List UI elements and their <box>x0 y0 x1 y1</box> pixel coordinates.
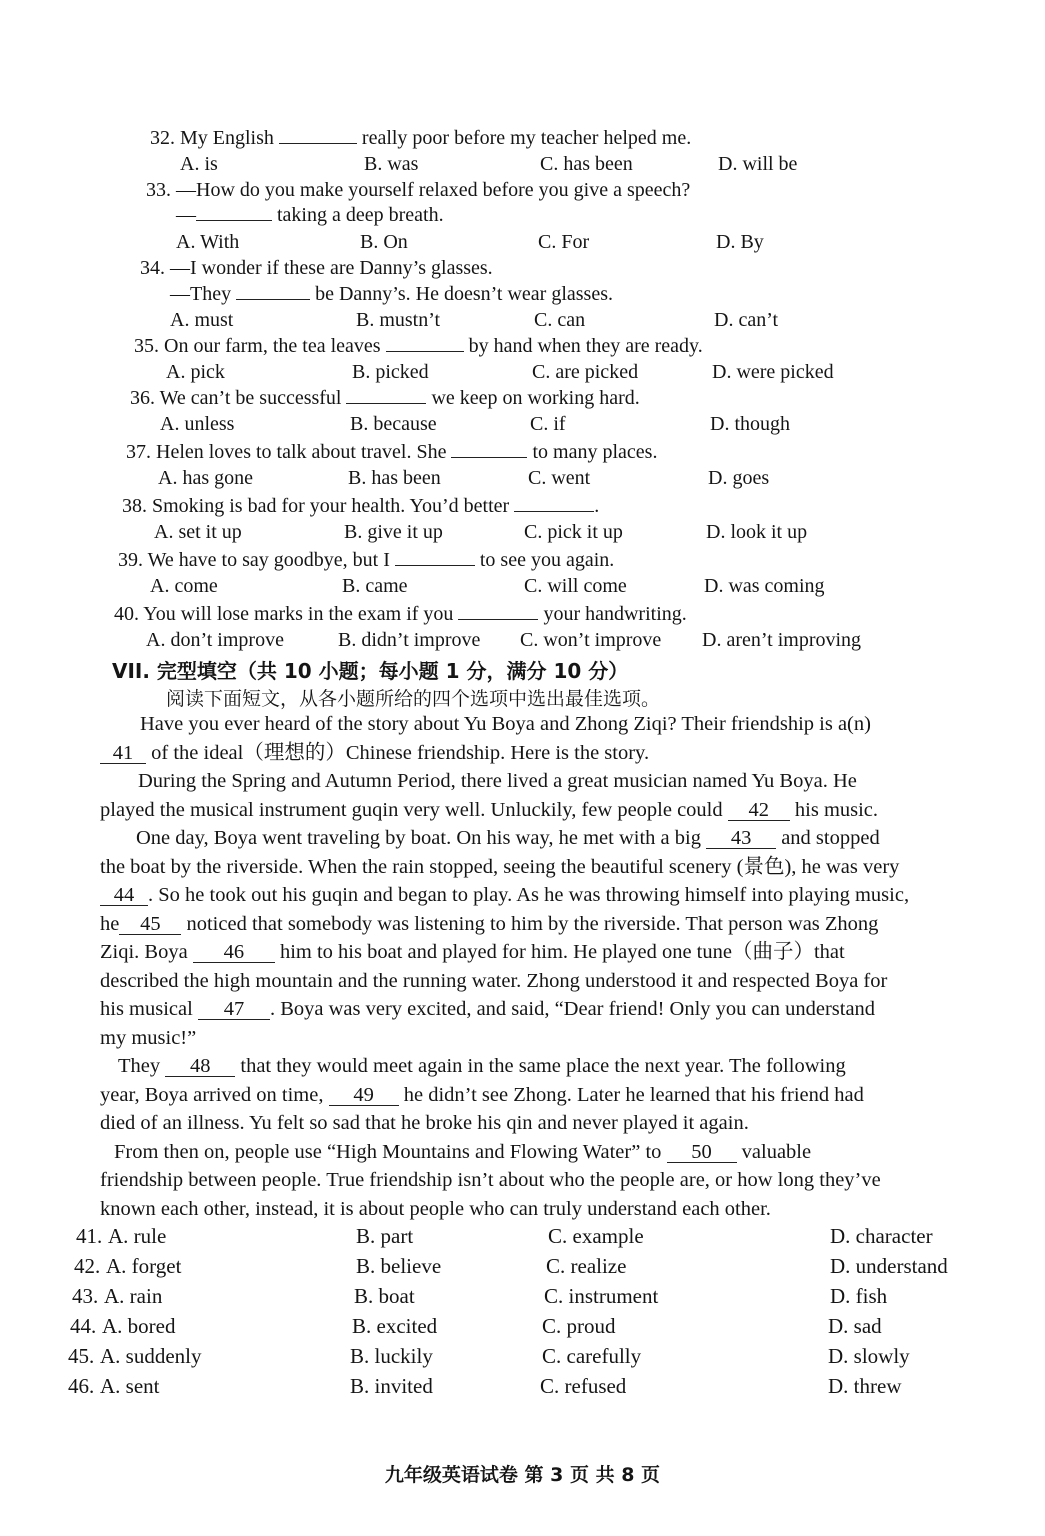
option-d: D. fish <box>830 1284 888 1308</box>
question-40 <box>114 602 687 626</box>
option-d: D. aren’t improving <box>702 629 862 651</box>
cloze-blank-50: 50 <box>667 1142 737 1163</box>
option-c: C. went <box>528 467 591 489</box>
cloze-blank-47: 47 <box>198 999 270 1020</box>
passage-line <box>100 1052 976 1081</box>
passage-text: described the high mountain and the running water. Zhong understood it and respected Boya for <box>100 969 888 992</box>
passage-line <box>100 1166 976 1195</box>
option-b: B. give it up <box>344 521 443 543</box>
option-d: D. character <box>830 1224 933 1248</box>
options-38 <box>154 520 834 544</box>
page-footer: 九年级英语试卷 第 3 页 共 8 页 <box>384 1464 661 1486</box>
question-text: to many places. <box>532 441 658 463</box>
options-36 <box>160 412 820 436</box>
question-text: Helen loves to talk about travel. She <box>156 441 447 463</box>
passage-text: his music. <box>794 798 879 821</box>
choice-number: 44. <box>70 1314 97 1338</box>
question-text: —How do you make yourself relaxed before you give a speech? <box>176 179 691 201</box>
passage-text: Ziqi. Boya <box>100 941 188 963</box>
passage-text: played the musical instrument guqin very well. Unluckily, few people could <box>100 798 723 821</box>
cloze-blank-41: 41 <box>100 743 146 764</box>
question-33 <box>146 178 690 202</box>
passage-line <box>100 1195 976 1224</box>
cloze-blank-42: 42 <box>728 800 790 821</box>
cloze-blank-48: 48 <box>165 1056 235 1077</box>
question-34-line2 <box>170 282 613 306</box>
option-b: B. because <box>350 413 437 435</box>
option-a: A. don’t improve <box>146 629 284 651</box>
passage-text: During the Spring and Autumn Period, there lived a great musician named Yu Boya. He <box>138 770 857 792</box>
passage-text: that they would meet again in the same place the next year. The following <box>240 1055 846 1077</box>
option-b: B. was <box>364 153 419 175</box>
choice-number: 43. <box>72 1284 99 1308</box>
dash: — <box>176 204 196 226</box>
passage-text: From then on, people use “High Mountains and Flowing Water” to <box>114 1140 662 1163</box>
question-34 <box>140 256 493 280</box>
options-33 <box>176 230 816 254</box>
passage-text: year, Boya arrived on time, <box>100 1083 324 1106</box>
option-d: D. look it up <box>706 521 808 543</box>
option-d: D. By <box>716 231 764 253</box>
option-b: B. picked <box>352 361 429 383</box>
option-d: D. can’t <box>714 309 779 331</box>
question-text: by hand when they are ready. <box>468 335 703 357</box>
passage-line <box>100 853 976 882</box>
option-d: D. though <box>710 413 790 435</box>
option-a: A. suddenly <box>100 1344 202 1368</box>
passage-text: . Boya was very excited, and said, “Dear friend! Only you can understand <box>269 998 876 1020</box>
passage-text: of the ideal（理想的）Chinese friendship. Here is the story. <box>151 741 650 764</box>
question-number: 34. <box>140 257 165 279</box>
options-40 <box>146 628 886 652</box>
question-number: 37. <box>126 441 151 463</box>
choice-number: 45. <box>68 1344 95 1368</box>
passage-text: the boat by the riverside. When the rain stopped, seeing the beautiful scenery (景色), he was very <box>100 855 900 878</box>
passage-text: friendship between people. True friendship isn’t about who the people are, or how long they’ve <box>100 1169 881 1191</box>
options-39 <box>150 574 850 598</box>
cloze-blank-43: 43 <box>706 828 776 849</box>
question-number: 40. <box>114 603 139 625</box>
question-text: be Danny’s. He doesn’t wear glasses. <box>315 283 613 305</box>
option-a: A. must <box>170 309 234 331</box>
question-35 <box>134 334 703 358</box>
cloze-blank-45: 45 <box>119 914 181 935</box>
passage-line <box>100 967 976 996</box>
section-title: VII. 完型填空（共 10 小题；每小题 1 分，满分 10 分） <box>112 659 629 683</box>
passage-line <box>100 1024 976 1053</box>
option-c: C. refused <box>540 1374 627 1398</box>
answer-blank <box>451 457 527 458</box>
question-text: We can’t be successful <box>159 387 342 409</box>
passage-line <box>100 824 976 853</box>
choices-43 <box>72 1284 952 1312</box>
option-c: C. realize <box>546 1254 627 1278</box>
option-d: D. understand <box>830 1254 948 1278</box>
passage-line <box>100 1081 976 1110</box>
option-a: A. come <box>150 575 218 597</box>
choice-number: 41. <box>76 1224 103 1248</box>
option-a: A. set it up <box>154 521 242 543</box>
passage-text: noticed that somebody was listening to him by the riverside. That person was Zhong <box>186 912 879 935</box>
passage-text: . So he took out his guqin and began to play. As he was throwing himself into playing music, <box>148 884 910 906</box>
cloze-blank-44: 44 <box>100 885 148 906</box>
option-c: C. can <box>534 309 586 331</box>
passage-line <box>100 739 976 768</box>
passage-line <box>100 710 976 739</box>
option-a: A. is <box>180 153 218 175</box>
passage-text: Have you ever heard of the story about Yu Boya and Zhong Ziqi? Their friendship is a(n) <box>140 713 871 735</box>
passage-text: and stopped <box>781 827 880 849</box>
choice-number: 46. <box>68 1374 95 1398</box>
question-36 <box>130 386 640 410</box>
option-d: D. threw <box>828 1374 902 1398</box>
choices-42 <box>74 1254 954 1282</box>
options-32 <box>180 152 820 176</box>
passage-text: him to his boat and played for him. He played one tune（曲子）that <box>279 941 845 963</box>
option-d: D. was coming <box>704 575 825 597</box>
option-c: C. pick it up <box>524 521 623 543</box>
passage-text: his musical <box>100 998 193 1020</box>
passage-text: One day, Boya went traveling by boat. On his way, he met with a big <box>136 827 701 849</box>
question-text: to see you again. <box>479 549 615 571</box>
passage-line <box>100 767 976 796</box>
question-number: 32. <box>150 127 175 149</box>
question-text: Smoking is bad for your health. You’d better <box>152 495 510 517</box>
question-number: 39. <box>118 549 143 571</box>
choices-44 <box>70 1314 950 1342</box>
passage-line <box>100 995 976 1024</box>
passage-text: he <box>100 912 120 935</box>
options-37 <box>158 466 818 490</box>
answer-blank <box>236 299 310 300</box>
option-a: A. pick <box>166 361 225 383</box>
answer-blank <box>386 351 464 352</box>
passage-text: known each other, instead, it is about people who can truly understand each other. <box>100 1197 771 1220</box>
question-39 <box>118 548 614 572</box>
choice-number: 42. <box>74 1254 101 1278</box>
option-c: C. instrument <box>544 1284 659 1308</box>
question-32 <box>150 126 691 150</box>
option-b: B. didn’t improve <box>338 629 481 651</box>
passage-line <box>100 1109 976 1138</box>
question-text: My English <box>180 127 274 149</box>
passage-text: valuable <box>741 1140 812 1163</box>
question-text: your handwriting. <box>543 603 687 625</box>
question-number: 33. <box>146 179 171 201</box>
passage-line <box>100 1138 976 1167</box>
question-text: —I wonder if these are Danny’s glasses. <box>170 257 493 279</box>
answer-blank <box>514 511 594 512</box>
question-number: 38. <box>122 495 147 517</box>
choices-46 <box>68 1374 948 1402</box>
question-number: 36. <box>130 387 155 409</box>
option-b: B. invited <box>350 1374 433 1398</box>
option-b: B. came <box>342 575 408 597</box>
question-text: taking a deep breath. <box>277 204 444 226</box>
question-number: 35. <box>134 335 159 357</box>
option-c: C. example <box>548 1224 644 1248</box>
passage-text: he didn’t see Zhong. Later he learned that his friend had <box>403 1083 864 1106</box>
option-b: B. On <box>360 231 408 253</box>
option-a: A. rule <box>108 1224 167 1248</box>
passage-text: They <box>118 1055 161 1077</box>
question-text: . <box>594 495 600 517</box>
question-text: We have to say goodbye, but I <box>147 549 390 571</box>
option-b: B. believe <box>356 1254 442 1278</box>
option-d: D. were picked <box>712 361 834 383</box>
question-37 <box>126 440 657 464</box>
option-b: B. has been <box>348 467 441 489</box>
option-c: C. proud <box>542 1314 616 1338</box>
cloze-blank-49: 49 <box>329 1085 399 1106</box>
choices-41 <box>76 1224 956 1252</box>
question-text: —They <box>170 283 232 305</box>
choices-45 <box>68 1344 948 1372</box>
passage-line <box>100 910 976 939</box>
option-b: B. luckily <box>350 1344 433 1368</box>
question-text: On our farm, the tea leaves <box>164 335 381 357</box>
answer-blank <box>346 403 426 404</box>
option-a: A. forget <box>106 1254 182 1278</box>
option-a: A. With <box>176 231 240 253</box>
question-text: we keep on working hard. <box>431 387 640 409</box>
passage <box>100 710 976 1223</box>
answer-blank <box>279 143 357 144</box>
option-c: C. carefully <box>542 1344 642 1368</box>
option-d: D. sad <box>828 1314 882 1338</box>
option-a: A. sent <box>100 1374 160 1398</box>
option-c: C. For <box>538 231 590 253</box>
cloze-blank-46: 46 <box>193 942 275 963</box>
option-b: B. boat <box>354 1284 415 1308</box>
options-35 <box>166 360 856 384</box>
question-text: You will lose marks in the exam if you <box>143 603 454 625</box>
options-34 <box>170 308 810 332</box>
option-c: C. if <box>530 413 566 435</box>
option-b: B. mustn’t <box>356 309 441 331</box>
passage-text: my music!” <box>100 1026 197 1049</box>
option-c: C. has been <box>540 153 633 175</box>
passage-line <box>100 938 976 967</box>
option-a: A. rain <box>104 1284 163 1308</box>
option-d: D. slowly <box>828 1344 910 1368</box>
option-c: C. won’t improve <box>520 629 662 651</box>
answer-blank <box>395 565 475 566</box>
option-d: D. goes <box>708 467 770 489</box>
option-a: A. bored <box>102 1314 176 1338</box>
passage-line <box>100 881 976 910</box>
passage-text: died of an illness. Yu felt so sad that he broke his qin and never played it again. <box>100 1112 749 1134</box>
answer-blank <box>458 619 538 620</box>
option-c: C. are picked <box>532 361 639 383</box>
question-33-line2 <box>176 203 444 227</box>
option-d: D. will be <box>718 153 798 175</box>
passage-line <box>100 796 976 825</box>
option-b: B. excited <box>352 1314 438 1338</box>
section-instruction: 阅读下面短文，从各小题所给的四个选项中选出最佳选项。 <box>166 688 661 710</box>
question-text: really poor before my teacher helped me. <box>361 127 692 149</box>
question-38 <box>122 494 599 518</box>
answer-blank <box>196 220 272 221</box>
option-b: B. part <box>356 1224 414 1248</box>
option-a: A. has gone <box>158 467 253 489</box>
option-c: C. will come <box>524 575 627 597</box>
option-a: A. unless <box>160 413 235 435</box>
